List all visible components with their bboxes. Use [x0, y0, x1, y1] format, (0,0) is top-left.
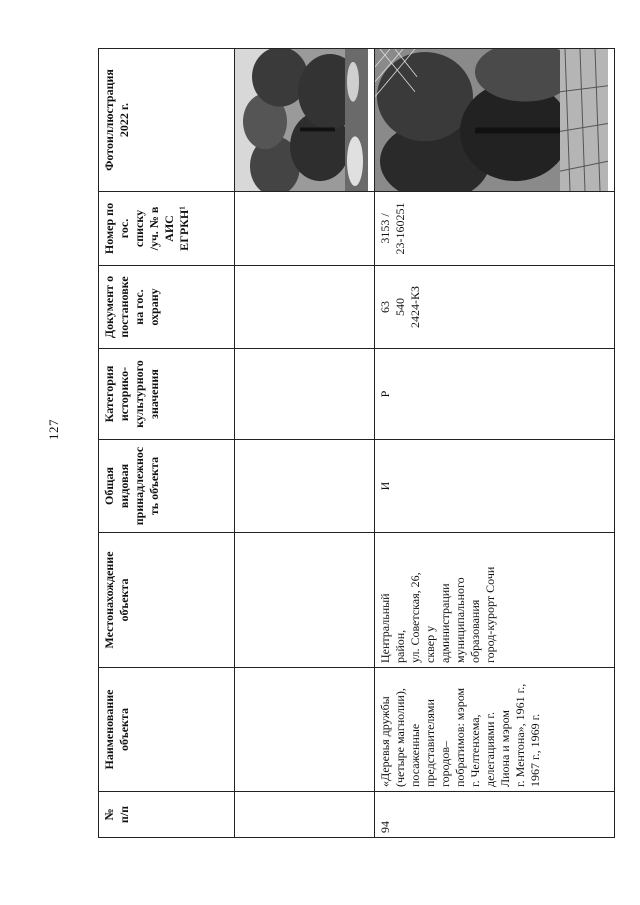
table-row — [235, 49, 375, 838]
header-registry: Номер по гос. списку /уч. № в АИС ЕГРКН¹ — [99, 192, 235, 266]
header-category: Категория историко- культурного значения — [99, 349, 235, 440]
header-ownership: Общая видовая принадлежнос ть объекта — [99, 440, 235, 533]
photo-trees-closeup — [375, 49, 615, 192]
empty-cell — [235, 266, 375, 349]
page-number: 127 — [46, 419, 61, 440]
cell-num: 94 — [375, 792, 615, 838]
header-location: Местонахождение объекта — [99, 533, 235, 668]
empty-cell — [235, 192, 375, 266]
monument-registry-table — [98, 48, 615, 838]
cell-document: 63 540 2424-КЗ — [375, 266, 615, 349]
header-row — [99, 49, 235, 838]
empty-cell — [235, 349, 375, 440]
cell-category: Р — [375, 349, 615, 440]
header-name: Наименование объекта — [99, 668, 235, 792]
cell-name: «Деревья дружбы (четыре магнолии), посаженные представителями городов– побратимов: мэром г. Челтенхема, делегациями г. Лиона и мэром г. Ментона», 1961 г., 1967 г., 1969 г. — [375, 668, 615, 792]
header-document: Документ о постановке на гос. охрану — [99, 266, 235, 349]
table-row — [375, 49, 615, 838]
empty-cell — [235, 668, 375, 792]
empty-cell — [235, 792, 375, 838]
photo-trees-overview — [235, 49, 375, 192]
empty-cell — [235, 533, 375, 668]
cell-ownership: И — [375, 440, 615, 533]
cell-registry: 3153 / 23-160251 — [375, 192, 615, 266]
header-num: № п/п — [99, 792, 235, 838]
photo-image — [235, 49, 368, 191]
photo-image — [375, 49, 608, 191]
header-photo: Фотоиллюстрация 2022 г. — [99, 49, 235, 192]
empty-cell — [235, 440, 375, 533]
cell-location: Центральный район, ул. Советская, 26, сквер у администрации муниципального образования город-курорт Сочи — [375, 533, 615, 668]
rotated-table-container — [98, 49, 599, 838]
